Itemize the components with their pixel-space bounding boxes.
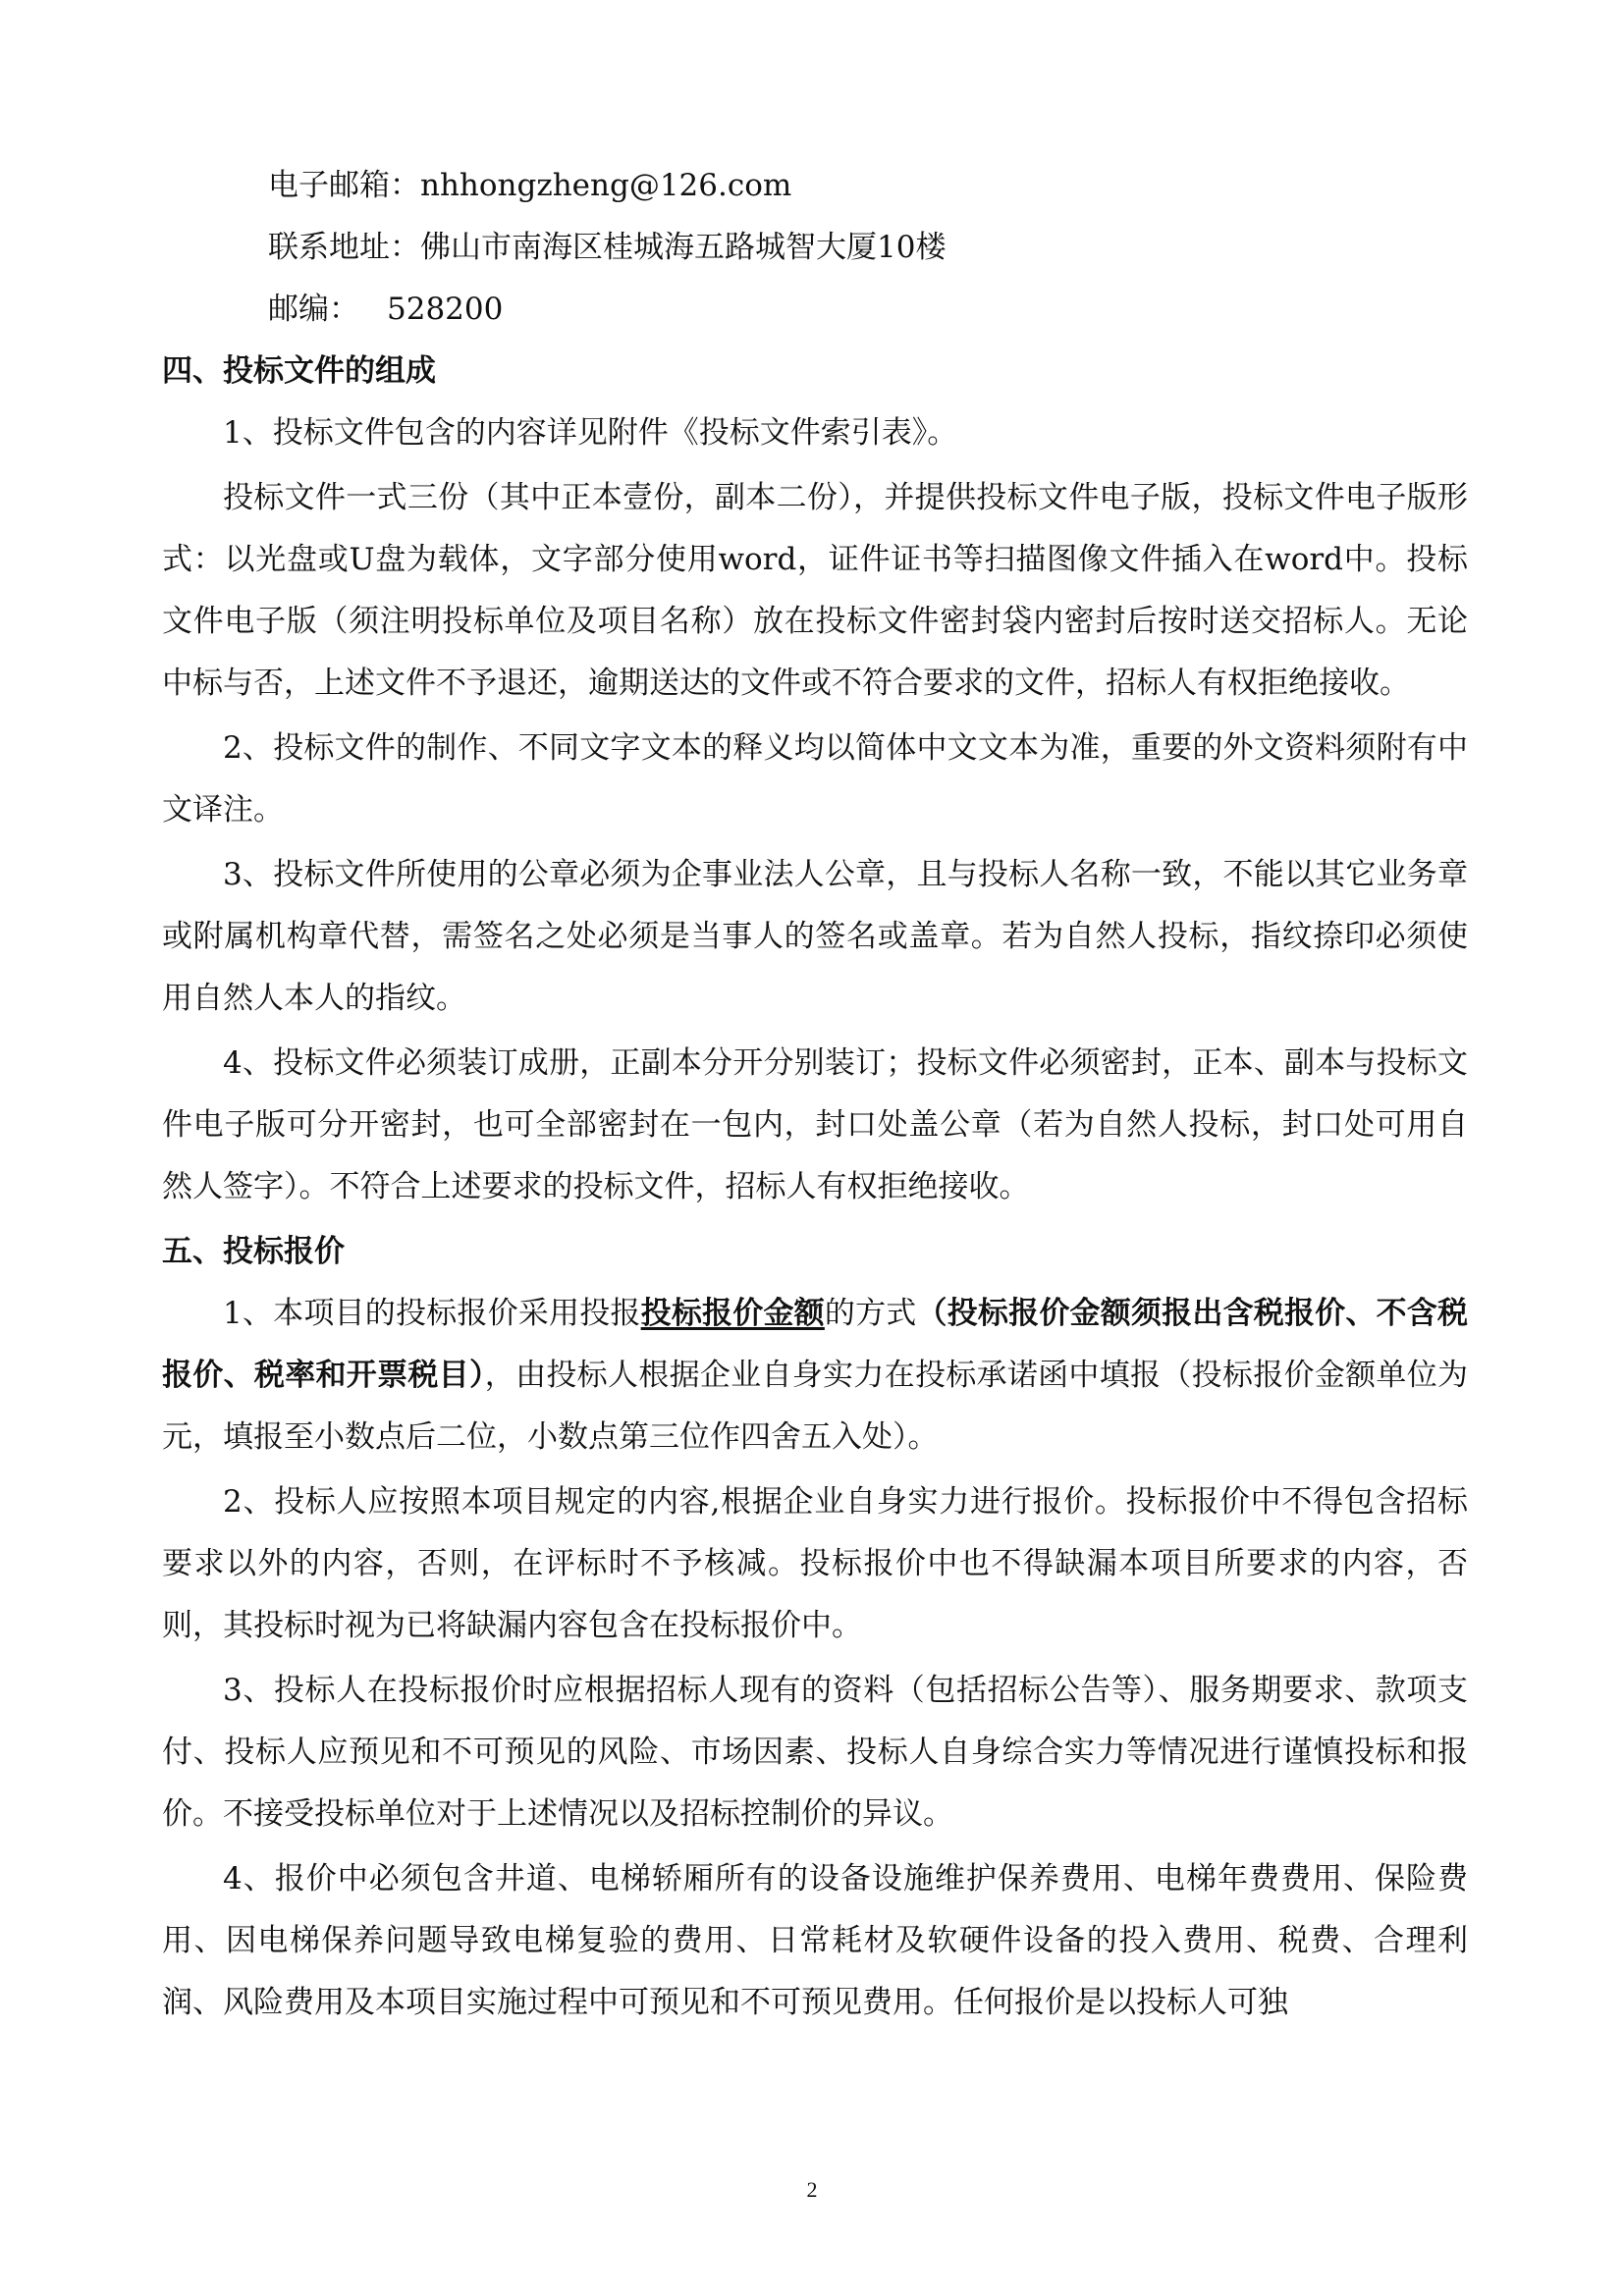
section-5-paragraph-1 <box>162 1283 1468 1468</box>
postcode-line <box>162 279 1468 341</box>
section-5-paragraph-4: 4、报价中必须包含井道、电梯轿厢所有的设备设施维护保养费用、电梯年费费用、保险费用、因电梯保养问题导致电梯复验的费用、日常耗材及软硬件设备的投入费用、税费、合理利润、风险费用及本项目实施过程中可预见和不可预见费用。任何报价是以投标人可独 <box>162 1861 1468 2020</box>
page-number: 2 <box>806 2177 818 2202</box>
email-label: 电子邮箱： <box>268 168 420 203</box>
section-4-paragraph-4: 3、投标文件所使用的公章必须为企事业法人公章，且与投标人名称一致，不能以其它业务章或附属机构章代替，需签名之处必须是当事人的签名或盖章。若为自然人投标，指纹捺印必须使用自然人本人的指纹。 <box>162 857 1468 1016</box>
pricing-method-text: 1、本项目的投标报价采用投报 <box>223 1296 641 1331</box>
section-4-heading: 四、投标文件的组成 <box>162 353 436 389</box>
tax-requirement-emphasis: （投标报价金额须报出含税报价、不含税报价、税率和开票税目） <box>162 1296 1469 1393</box>
section-5-heading: 五、投标报价 <box>162 1234 345 1269</box>
page-content <box>162 155 1468 2037</box>
section-5-paragraph-2: 2、投标人应按照本项目规定的内容,根据企业自身实力进行报价。投标报价中不得包含招标要求以外的内容，否则，在评标时不予核减。投标报价中也不得缺漏本项目所要求的内容，否则，其投标时视为已将缺漏内容包含在投标报价中。 <box>162 1484 1468 1643</box>
section-5-paragraph-3: 3、投标人在投标报价时应根据招标人现有的资料（包括招标公告等）、服务期要求、款项支付、投标人应预见和不可预见的风险、市场因素、投标人自身综合实力等情况进行谨慎投标和报价。不接受投标单位对于上述情况以及招标控制价的异议。 <box>162 1673 1468 1832</box>
section-4-paragraph-5: 4、投标文件必须装订成册，正副本分开分别装订；投标文件必须密封，正本、副本与投标文件电子版可分开密封，也可全部密封在一包内，封口处盖公章（若为自然人投标，封口处可用自然人签字）。不符合上述要求的投标文件，招标人有权拒绝接收。 <box>162 1045 1468 1204</box>
postcode-label: 邮编： <box>268 292 359 327</box>
pricing-fill-instructions: ，由投标人根据企业自身实力在投标承诺函中填报（投标报价金额单位为元，填报至小数点后二位，小数点第三位作四舍五入处）。 <box>162 1358 1469 1455</box>
postcode-value: 528200 <box>387 292 504 327</box>
email-line <box>162 155 1468 217</box>
address-line <box>162 217 1468 279</box>
email-value: nhhongzheng@126.com <box>420 168 792 203</box>
section-4-paragraph-3: 2、投标文件的制作、不同文字文本的释义均以简体中文文本为准，重要的外文资料须附有中文译注。 <box>162 730 1468 828</box>
pricing-method-suffix: 的方式 <box>824 1296 917 1331</box>
address-value: 佛山市南海区桂城海五路城智大厦10楼 <box>420 230 947 265</box>
section-4-paragraph-2: 投标文件一式三份（其中正本壹份，副本二份），并提供投标文件电子版，投标文件电子版形式：以光盘或U盘为载体，文字部分使用word，证件证书等扫描图像文件插入在word中。投标文件电子版（须注明投标单位及项目名称）放在投标文件密封袋内密封后按时送交招标人。无论中标与否，上述文件不予退还，逾期送达的文件或不符合要求的文件，招标人有权拒绝接收。 <box>162 480 1468 701</box>
address-label: 联系地址： <box>268 230 420 265</box>
bid-amount-emphasis: 投标报价金额 <box>640 1296 825 1331</box>
section-4-paragraph-1: 1、投标文件包含的内容详见附件《投标文件索引表》。 <box>223 415 958 451</box>
